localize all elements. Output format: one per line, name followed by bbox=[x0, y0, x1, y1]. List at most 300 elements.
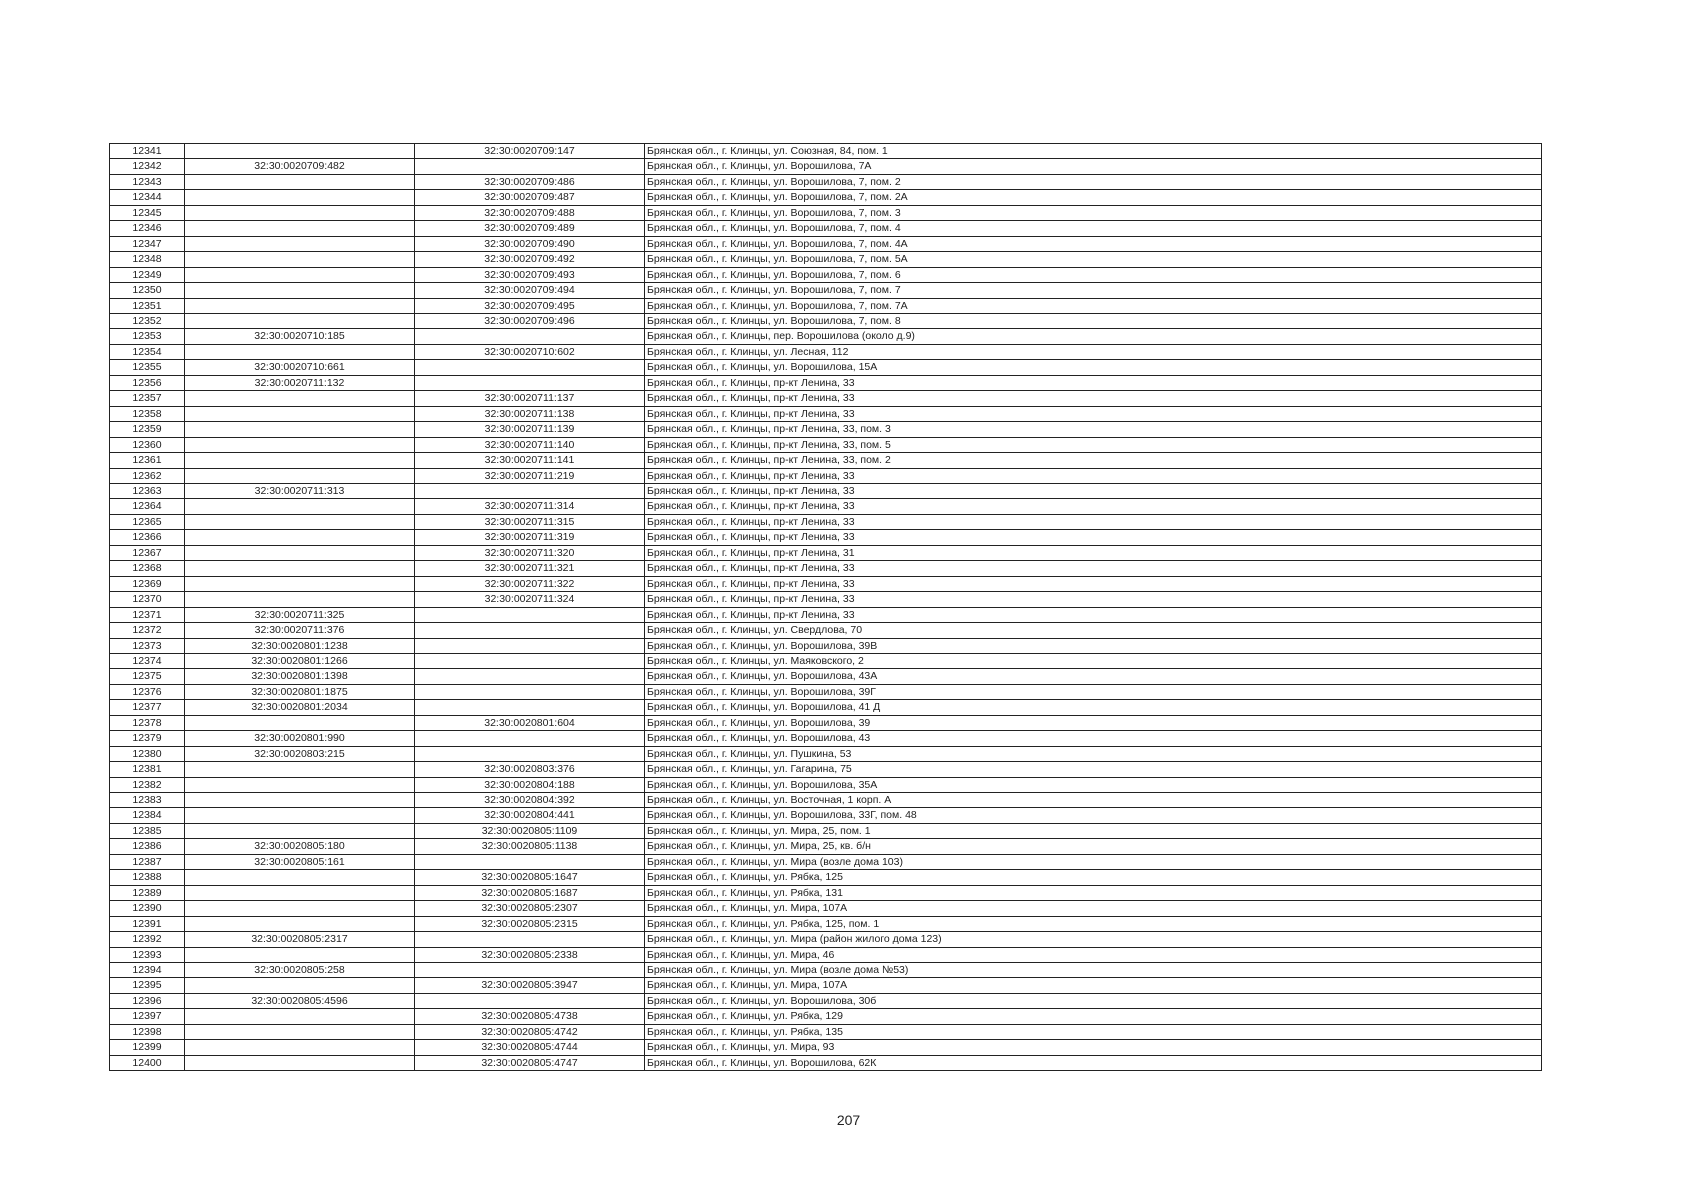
cell-land-cadastral: 32:30:0020805:2317 bbox=[185, 932, 415, 947]
cell-address: Брянская обл., г. Клинцы, пр-кт Ленина, 33 bbox=[645, 592, 1542, 607]
cell-building-cadastral: 32:30:0020711:141 bbox=[415, 453, 645, 468]
table-row bbox=[110, 932, 1542, 947]
cell-address: Брянская обл., г. Клинцы, ул. Мира, 93 bbox=[645, 1040, 1542, 1055]
table-row bbox=[110, 221, 1542, 236]
cell-number: 12383 bbox=[110, 793, 185, 808]
cell-number: 12394 bbox=[110, 963, 185, 978]
cell-address: Брянская обл., г. Клинцы, ул. Ворошилова, 7, пом. 7А bbox=[645, 298, 1542, 313]
cell-number: 12388 bbox=[110, 870, 185, 885]
cell-land-cadastral bbox=[185, 283, 415, 298]
cell-building-cadastral: 32:30:0020804:188 bbox=[415, 777, 645, 792]
table-row bbox=[110, 344, 1542, 359]
cell-land-cadastral: 32:30:0020801:1875 bbox=[185, 684, 415, 699]
cell-building-cadastral: 32:30:0020801:604 bbox=[415, 715, 645, 730]
cell-address: Брянская обл., г. Клинцы, ул. Пушкина, 53 bbox=[645, 746, 1542, 761]
table-row bbox=[110, 669, 1542, 684]
cell-number: 12389 bbox=[110, 885, 185, 900]
cell-building-cadastral bbox=[415, 375, 645, 390]
cell-building-cadastral: 32:30:0020805:4747 bbox=[415, 1055, 645, 1070]
cell-number: 12363 bbox=[110, 483, 185, 498]
table-row bbox=[110, 483, 1542, 498]
cell-building-cadastral: 32:30:0020709:147 bbox=[415, 144, 645, 159]
table-body bbox=[110, 144, 1542, 1071]
cell-land-cadastral: 32:30:0020801:1238 bbox=[185, 638, 415, 653]
table-row bbox=[110, 252, 1542, 267]
cell-building-cadastral: 32:30:0020709:495 bbox=[415, 298, 645, 313]
cell-land-cadastral bbox=[185, 947, 415, 962]
cell-address: Брянская обл., г. Клинцы, ул. Мира (возле дома №53) bbox=[645, 963, 1542, 978]
cell-number: 12341 bbox=[110, 144, 185, 159]
cell-land-cadastral: 32:30:0020801:1266 bbox=[185, 653, 415, 668]
cell-number: 12372 bbox=[110, 623, 185, 638]
cell-number: 12346 bbox=[110, 221, 185, 236]
cell-address: Брянская обл., г. Клинцы, ул. Ворошилова, 7, пом. 4А bbox=[645, 236, 1542, 251]
cell-land-cadastral: 32:30:0020801:2034 bbox=[185, 700, 415, 715]
cell-building-cadastral: 32:30:0020709:489 bbox=[415, 221, 645, 236]
cell-building-cadastral bbox=[415, 731, 645, 746]
cell-building-cadastral: 32:30:0020711:315 bbox=[415, 514, 645, 529]
cell-land-cadastral bbox=[185, 422, 415, 437]
cell-land-cadastral bbox=[185, 1024, 415, 1039]
cell-land-cadastral bbox=[185, 267, 415, 282]
cell-land-cadastral: 32:30:0020805:180 bbox=[185, 839, 415, 854]
cell-building-cadastral: 32:30:0020711:324 bbox=[415, 592, 645, 607]
cell-number: 12396 bbox=[110, 993, 185, 1008]
cell-land-cadastral bbox=[185, 561, 415, 576]
table-row bbox=[110, 839, 1542, 854]
table-row bbox=[110, 159, 1542, 174]
cell-building-cadastral: 32:30:0020711:320 bbox=[415, 545, 645, 560]
cell-address: Брянская обл., г. Клинцы, ул. Восточная, 1 корп. А bbox=[645, 793, 1542, 808]
cell-address: Брянская обл., г. Клинцы, ул. Союзная, 84, пом. 1 bbox=[645, 144, 1542, 159]
cell-land-cadastral bbox=[185, 313, 415, 328]
cell-building-cadastral bbox=[415, 638, 645, 653]
cell-number: 12352 bbox=[110, 313, 185, 328]
cell-building-cadastral: 32:30:0020805:4738 bbox=[415, 1009, 645, 1024]
cell-land-cadastral: 32:30:0020801:1398 bbox=[185, 669, 415, 684]
cell-number: 12347 bbox=[110, 236, 185, 251]
cell-address: Брянская обл., г. Клинцы, ул. Лесная, 112 bbox=[645, 344, 1542, 359]
cell-land-cadastral bbox=[185, 916, 415, 931]
cell-building-cadastral bbox=[415, 623, 645, 638]
table-row bbox=[110, 808, 1542, 823]
cell-land-cadastral: 32:30:0020709:482 bbox=[185, 159, 415, 174]
cell-building-cadastral: 32:30:0020804:441 bbox=[415, 808, 645, 823]
cell-address: Брянская обл., г. Клинцы, ул. Ворошилова, 39 bbox=[645, 715, 1542, 730]
cell-number: 12360 bbox=[110, 437, 185, 452]
cell-land-cadastral bbox=[185, 808, 415, 823]
cell-land-cadastral bbox=[185, 530, 415, 545]
cell-land-cadastral bbox=[185, 576, 415, 591]
cell-number: 12380 bbox=[110, 746, 185, 761]
cell-land-cadastral bbox=[185, 514, 415, 529]
cell-number: 12369 bbox=[110, 576, 185, 591]
table-row bbox=[110, 313, 1542, 328]
cell-address: Брянская обл., г. Клинцы, ул. Мира, 25, кв. б/н bbox=[645, 839, 1542, 854]
cell-number: 12362 bbox=[110, 468, 185, 483]
table-row bbox=[110, 653, 1542, 668]
cell-address: Брянская обл., г. Клинцы, ул. Мира, 25, пом. 1 bbox=[645, 823, 1542, 838]
table-row bbox=[110, 236, 1542, 251]
cell-address: Брянская обл., г. Клинцы, ул. Мира, 107А bbox=[645, 901, 1542, 916]
cell-address: Брянская обл., г. Клинцы, ул. Ворошилова, 41 Д bbox=[645, 700, 1542, 715]
cell-land-cadastral: 32:30:0020805:4596 bbox=[185, 993, 415, 1008]
table-row bbox=[110, 205, 1542, 220]
cell-building-cadastral: 32:30:0020805:4744 bbox=[415, 1040, 645, 1055]
table-row bbox=[110, 576, 1542, 591]
cell-address: Брянская обл., г. Клинцы, пер. Ворошилова (около д.9) bbox=[645, 329, 1542, 344]
cell-building-cadastral: 32:30:0020711:319 bbox=[415, 530, 645, 545]
cell-number: 12371 bbox=[110, 607, 185, 622]
cell-number: 12400 bbox=[110, 1055, 185, 1070]
cell-land-cadastral bbox=[185, 823, 415, 838]
cell-land-cadastral bbox=[185, 190, 415, 205]
cell-number: 12344 bbox=[110, 190, 185, 205]
cell-building-cadastral bbox=[415, 993, 645, 1008]
table-row bbox=[110, 623, 1542, 638]
cell-number: 12379 bbox=[110, 731, 185, 746]
cell-number: 12391 bbox=[110, 916, 185, 931]
table-row bbox=[110, 731, 1542, 746]
cell-number: 12348 bbox=[110, 252, 185, 267]
table-row bbox=[110, 993, 1542, 1008]
cell-number: 12377 bbox=[110, 700, 185, 715]
cell-number: 12357 bbox=[110, 391, 185, 406]
table-row bbox=[110, 329, 1542, 344]
table-row bbox=[110, 453, 1542, 468]
cell-land-cadastral bbox=[185, 144, 415, 159]
cell-address: Брянская обл., г. Клинцы, ул. Рябка, 125, пом. 1 bbox=[645, 916, 1542, 931]
table-row bbox=[110, 963, 1542, 978]
table-row bbox=[110, 947, 1542, 962]
table-row bbox=[110, 468, 1542, 483]
cell-address: Брянская обл., г. Клинцы, ул. Ворошилова, 35А bbox=[645, 777, 1542, 792]
cell-land-cadastral bbox=[185, 545, 415, 560]
cell-number: 12399 bbox=[110, 1040, 185, 1055]
cell-address: Брянская обл., г. Клинцы, пр-кт Ленина, 33, пом. 3 bbox=[645, 422, 1542, 437]
table-row bbox=[110, 144, 1542, 159]
cell-number: 12378 bbox=[110, 715, 185, 730]
cell-address: Брянская обл., г. Клинцы, ул. Рябка, 129 bbox=[645, 1009, 1542, 1024]
table-row bbox=[110, 283, 1542, 298]
cell-building-cadastral: 32:30:0020805:1687 bbox=[415, 885, 645, 900]
cell-number: 12392 bbox=[110, 932, 185, 947]
table-row bbox=[110, 375, 1542, 390]
cell-number: 12374 bbox=[110, 653, 185, 668]
cell-number: 12395 bbox=[110, 978, 185, 993]
cell-address: Брянская обл., г. Клинцы, ул. Маяковского, 2 bbox=[645, 653, 1542, 668]
cell-address: Брянская обл., г. Клинцы, ул. Ворошилова, 7, пом. 7 bbox=[645, 283, 1542, 298]
cell-land-cadastral bbox=[185, 1055, 415, 1070]
cell-address: Брянская обл., г. Клинцы, ул. Мира (возле дома 103) bbox=[645, 854, 1542, 869]
cell-building-cadastral: 32:30:0020709:493 bbox=[415, 267, 645, 282]
cell-land-cadastral: 32:30:0020711:132 bbox=[185, 375, 415, 390]
table-row bbox=[110, 746, 1542, 761]
cell-address: Брянская обл., г. Клинцы, ул. Свердлова, 70 bbox=[645, 623, 1542, 638]
cell-address: Брянская обл., г. Клинцы, пр-кт Ленина, 33 bbox=[645, 576, 1542, 591]
cell-land-cadastral: 32:30:0020710:185 bbox=[185, 329, 415, 344]
cell-number: 12353 bbox=[110, 329, 185, 344]
cell-land-cadastral: 32:30:0020805:258 bbox=[185, 963, 415, 978]
cell-address: Брянская обл., г. Клинцы, пр-кт Ленина, 33, пом. 2 bbox=[645, 453, 1542, 468]
cell-building-cadastral bbox=[415, 932, 645, 947]
cell-address: Брянская обл., г. Клинцы, пр-кт Ленина, 31 bbox=[645, 545, 1542, 560]
cell-number: 12367 bbox=[110, 545, 185, 560]
table-row bbox=[110, 190, 1542, 205]
cell-number: 12359 bbox=[110, 422, 185, 437]
table-row bbox=[110, 1055, 1542, 1070]
cell-number: 12393 bbox=[110, 947, 185, 962]
table-row bbox=[110, 916, 1542, 931]
table-row bbox=[110, 592, 1542, 607]
table-row bbox=[110, 823, 1542, 838]
table-row bbox=[110, 545, 1542, 560]
cell-number: 12361 bbox=[110, 453, 185, 468]
cell-number: 12384 bbox=[110, 808, 185, 823]
cell-building-cadastral: 32:30:0020709:486 bbox=[415, 174, 645, 189]
cell-address: Брянская обл., г. Клинцы, ул. Рябка, 131 bbox=[645, 885, 1542, 900]
cell-land-cadastral: 32:30:0020803:215 bbox=[185, 746, 415, 761]
table-row bbox=[110, 762, 1542, 777]
table-row bbox=[110, 499, 1542, 514]
cell-land-cadastral: 32:30:0020711:325 bbox=[185, 607, 415, 622]
table-row bbox=[110, 715, 1542, 730]
table-row bbox=[110, 174, 1542, 189]
cell-building-cadastral: 32:30:0020711:140 bbox=[415, 437, 645, 452]
cell-land-cadastral bbox=[185, 468, 415, 483]
cell-land-cadastral bbox=[185, 978, 415, 993]
cell-number: 12349 bbox=[110, 267, 185, 282]
cell-land-cadastral: 32:30:0020805:161 bbox=[185, 854, 415, 869]
cell-number: 12390 bbox=[110, 901, 185, 916]
cell-land-cadastral bbox=[185, 406, 415, 421]
cell-land-cadastral bbox=[185, 793, 415, 808]
cell-building-cadastral: 32:30:0020804:392 bbox=[415, 793, 645, 808]
cell-building-cadastral: 32:30:0020711:139 bbox=[415, 422, 645, 437]
cell-address: Брянская обл., г. Клинцы, пр-кт Ленина, 33 bbox=[645, 391, 1542, 406]
cell-address: Брянская обл., г. Клинцы, ул. Ворошилова, 43 bbox=[645, 731, 1542, 746]
cell-number: 12368 bbox=[110, 561, 185, 576]
table-row bbox=[110, 793, 1542, 808]
cell-number: 12343 bbox=[110, 174, 185, 189]
table-row bbox=[110, 638, 1542, 653]
cell-land-cadastral: 32:30:0020710:661 bbox=[185, 360, 415, 375]
cell-building-cadastral bbox=[415, 483, 645, 498]
cell-building-cadastral: 32:30:0020711:322 bbox=[415, 576, 645, 591]
cell-land-cadastral bbox=[185, 901, 415, 916]
cell-building-cadastral bbox=[415, 607, 645, 622]
table-row bbox=[110, 391, 1542, 406]
table-row bbox=[110, 700, 1542, 715]
cell-number: 12356 bbox=[110, 375, 185, 390]
cell-land-cadastral bbox=[185, 205, 415, 220]
cell-number: 12370 bbox=[110, 592, 185, 607]
table-row bbox=[110, 1024, 1542, 1039]
cell-address: Брянская обл., г. Клинцы, ул. Мира (район жилого дома 123) bbox=[645, 932, 1542, 947]
cell-number: 12386 bbox=[110, 839, 185, 854]
cell-building-cadastral: 32:30:0020805:4742 bbox=[415, 1024, 645, 1039]
cell-number: 12350 bbox=[110, 283, 185, 298]
cell-building-cadastral: 32:30:0020711:138 bbox=[415, 406, 645, 421]
cell-building-cadastral: 32:30:0020805:1138 bbox=[415, 839, 645, 854]
cell-building-cadastral bbox=[415, 159, 645, 174]
cell-building-cadastral bbox=[415, 746, 645, 761]
cell-address: Брянская обл., г. Клинцы, пр-кт Ленина, 33 bbox=[645, 607, 1542, 622]
cell-land-cadastral bbox=[185, 236, 415, 251]
table-row bbox=[110, 885, 1542, 900]
cell-number: 12365 bbox=[110, 514, 185, 529]
cell-number: 12387 bbox=[110, 854, 185, 869]
cell-building-cadastral bbox=[415, 669, 645, 684]
cadastral-table bbox=[109, 143, 1542, 1071]
cell-building-cadastral: 32:30:0020805:3947 bbox=[415, 978, 645, 993]
cell-address: Брянская обл., г. Клинцы, ул. Ворошилова, 39Г bbox=[645, 684, 1542, 699]
cell-number: 12382 bbox=[110, 777, 185, 792]
cell-address: Брянская обл., г. Клинцы, ул. Ворошилова, 7А bbox=[645, 159, 1542, 174]
cell-address: Брянская обл., г. Клинцы, ул. Ворошилова, 7, пом. 3 bbox=[645, 205, 1542, 220]
table-row bbox=[110, 530, 1542, 545]
cell-address: Брянская обл., г. Клинцы, пр-кт Ленина, 33, пом. 5 bbox=[645, 437, 1542, 452]
cell-building-cadastral: 32:30:0020803:376 bbox=[415, 762, 645, 777]
table-row bbox=[110, 298, 1542, 313]
cell-building-cadastral: 32:30:0020805:2338 bbox=[415, 947, 645, 962]
cell-land-cadastral bbox=[185, 870, 415, 885]
cell-address: Брянская обл., г. Клинцы, пр-кт Ленина, 33 bbox=[645, 530, 1542, 545]
cell-land-cadastral bbox=[185, 499, 415, 514]
table-row bbox=[110, 422, 1542, 437]
cell-building-cadastral bbox=[415, 684, 645, 699]
cell-building-cadastral: 32:30:0020805:1647 bbox=[415, 870, 645, 885]
cell-building-cadastral: 32:30:0020711:137 bbox=[415, 391, 645, 406]
page-number: 207 bbox=[836, 1112, 861, 1128]
cell-land-cadastral bbox=[185, 1040, 415, 1055]
cell-land-cadastral: 32:30:0020711:313 bbox=[185, 483, 415, 498]
cell-address: Брянская обл., г. Клинцы, пр-кт Ленина, 33 bbox=[645, 561, 1542, 576]
cell-building-cadastral: 32:30:0020709:496 bbox=[415, 313, 645, 328]
cell-number: 12376 bbox=[110, 684, 185, 699]
cell-address: Брянская обл., г. Клинцы, ул. Ворошилова, 7, пом. 5А bbox=[645, 252, 1542, 267]
cell-address: Брянская обл., г. Клинцы, ул. Рябка, 135 bbox=[645, 1024, 1542, 1039]
cell-building-cadastral: 32:30:0020711:321 bbox=[415, 561, 645, 576]
cell-number: 12397 bbox=[110, 1009, 185, 1024]
table-row bbox=[110, 267, 1542, 282]
cell-building-cadastral: 32:30:0020709:487 bbox=[415, 190, 645, 205]
table-row bbox=[110, 1040, 1542, 1055]
cell-address: Брянская обл., г. Клинцы, ул. Ворошилова, 7, пом. 4 bbox=[645, 221, 1542, 236]
cell-address: Брянская обл., г. Клинцы, пр-кт Ленина, 33 bbox=[645, 514, 1542, 529]
cell-building-cadastral: 32:30:0020710:602 bbox=[415, 344, 645, 359]
cell-number: 12366 bbox=[110, 530, 185, 545]
cell-building-cadastral: 32:30:0020709:492 bbox=[415, 252, 645, 267]
cell-address: Брянская обл., г. Клинцы, пр-кт Ленина, 33 bbox=[645, 483, 1542, 498]
cell-land-cadastral bbox=[185, 453, 415, 468]
cell-address: Брянская обл., г. Клинцы, ул. Ворошилова, 15А bbox=[645, 360, 1542, 375]
cell-number: 12381 bbox=[110, 762, 185, 777]
cell-land-cadastral bbox=[185, 592, 415, 607]
cell-land-cadastral bbox=[185, 252, 415, 267]
cell-number: 12373 bbox=[110, 638, 185, 653]
table-row bbox=[110, 901, 1542, 916]
cell-land-cadastral bbox=[185, 762, 415, 777]
cell-address: Брянская обл., г. Клинцы, ул. Ворошилова, 7, пом. 8 bbox=[645, 313, 1542, 328]
cell-building-cadastral: 32:30:0020805:2315 bbox=[415, 916, 645, 931]
table-row bbox=[110, 360, 1542, 375]
table-row bbox=[110, 514, 1542, 529]
cell-building-cadastral bbox=[415, 653, 645, 668]
cell-land-cadastral bbox=[185, 298, 415, 313]
cell-building-cadastral: 32:30:0020805:1109 bbox=[415, 823, 645, 838]
cell-number: 12351 bbox=[110, 298, 185, 313]
table-row bbox=[110, 437, 1542, 452]
cell-building-cadastral: 32:30:0020805:2307 bbox=[415, 901, 645, 916]
cell-number: 12398 bbox=[110, 1024, 185, 1039]
cell-land-cadastral bbox=[185, 437, 415, 452]
cell-number: 12364 bbox=[110, 499, 185, 514]
cell-land-cadastral bbox=[185, 715, 415, 730]
cell-land-cadastral bbox=[185, 391, 415, 406]
cell-building-cadastral bbox=[415, 700, 645, 715]
cell-address: Брянская обл., г. Клинцы, ул. Гагарина, 75 bbox=[645, 762, 1542, 777]
cell-building-cadastral: 32:30:0020711:314 bbox=[415, 499, 645, 514]
table-row bbox=[110, 870, 1542, 885]
table-row bbox=[110, 561, 1542, 576]
cell-address: Брянская обл., г. Клинцы, ул. Мира, 46 bbox=[645, 947, 1542, 962]
cell-number: 12345 bbox=[110, 205, 185, 220]
cell-address: Брянская обл., г. Клинцы, ул. Ворошилова, 7, пом. 6 bbox=[645, 267, 1542, 282]
table-row bbox=[110, 777, 1542, 792]
cell-building-cadastral: 32:30:0020709:494 bbox=[415, 283, 645, 298]
cell-building-cadastral bbox=[415, 360, 645, 375]
cell-number: 12385 bbox=[110, 823, 185, 838]
table-row bbox=[110, 1009, 1542, 1024]
cell-land-cadastral: 32:30:0020801:990 bbox=[185, 731, 415, 746]
cell-address: Брянская обл., г. Клинцы, ул. Ворошилова, 7, пом. 2 bbox=[645, 174, 1542, 189]
cell-land-cadastral bbox=[185, 221, 415, 236]
table-row bbox=[110, 406, 1542, 421]
cell-number: 12358 bbox=[110, 406, 185, 421]
cell-address: Брянская обл., г. Клинцы, ул. Ворошилова, 30б bbox=[645, 993, 1542, 1008]
cell-address: Брянская обл., г. Клинцы, пр-кт Ленина, 33 bbox=[645, 499, 1542, 514]
cell-number: 12354 bbox=[110, 344, 185, 359]
cell-land-cadastral: 32:30:0020711:376 bbox=[185, 623, 415, 638]
cell-address: Брянская обл., г. Клинцы, ул. Мира, 107А bbox=[645, 978, 1542, 993]
cell-land-cadastral bbox=[185, 777, 415, 792]
cell-address: Брянская обл., г. Клинцы, ул. Ворошилова, 43А bbox=[645, 669, 1542, 684]
cell-building-cadastral bbox=[415, 329, 645, 344]
cell-address: Брянская обл., г. Клинцы, ул. Ворошилова, 62К bbox=[645, 1055, 1542, 1070]
cell-building-cadastral: 32:30:0020711:219 bbox=[415, 468, 645, 483]
cell-number: 12375 bbox=[110, 669, 185, 684]
cell-building-cadastral bbox=[415, 963, 645, 978]
cell-address: Брянская обл., г. Клинцы, ул. Ворошилова, 7, пом. 2А bbox=[645, 190, 1542, 205]
cell-number: 12355 bbox=[110, 360, 185, 375]
table-row bbox=[110, 684, 1542, 699]
cell-address: Брянская обл., г. Клинцы, ул. Ворошилова, 33Г, пом. 48 bbox=[645, 808, 1542, 823]
cell-address: Брянская обл., г. Клинцы, пр-кт Ленина, 33 bbox=[645, 375, 1542, 390]
cell-land-cadastral bbox=[185, 344, 415, 359]
cell-address: Брянская обл., г. Клинцы, ул. Ворошилова, 39В bbox=[645, 638, 1542, 653]
cell-building-cadastral: 32:30:0020709:488 bbox=[415, 205, 645, 220]
cell-land-cadastral bbox=[185, 885, 415, 900]
cell-land-cadastral bbox=[185, 174, 415, 189]
table-row bbox=[110, 854, 1542, 869]
cell-building-cadastral: 32:30:0020709:490 bbox=[415, 236, 645, 251]
cell-address: Брянская обл., г. Клинцы, пр-кт Ленина, 33 bbox=[645, 406, 1542, 421]
cell-address: Брянская обл., г. Клинцы, пр-кт Ленина, 33 bbox=[645, 468, 1542, 483]
table-row bbox=[110, 978, 1542, 993]
table-row bbox=[110, 607, 1542, 622]
cell-land-cadastral bbox=[185, 1009, 415, 1024]
